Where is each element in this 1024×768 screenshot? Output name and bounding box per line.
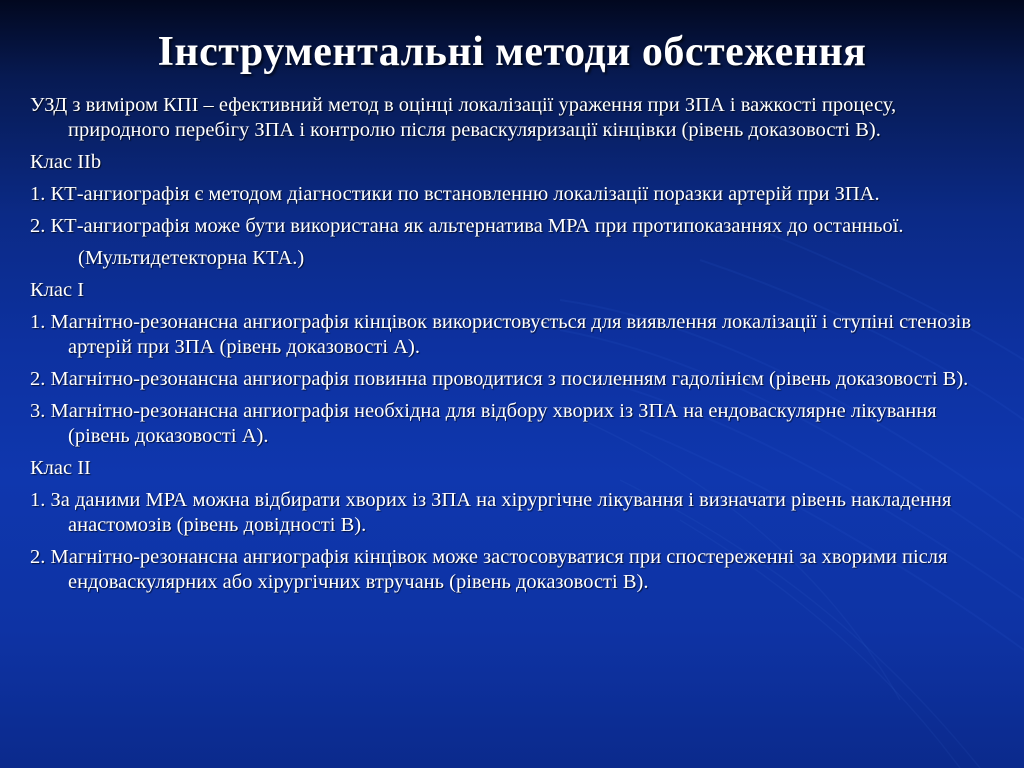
class-i-item-1: 1. Магнітно-резонансна ангиографія кінцівок використовується для виявлення локалізації і ступіні стенозів артерій при ЗПА (рівень доказовості А). (30, 311, 971, 358)
slide-title: Інструментальні методи обстеження (157, 29, 867, 75)
class-i-heading: Клас I (30, 279, 85, 301)
class-iib-item-1: 1. КТ-ангиографія є методом діагностики по встановленню локалізації поразки артерій при ЗПА. (30, 183, 880, 205)
class-ii-item-2: 2. Магнітно-резонансна ангиографія кінцівок може застосовуватися при спостереженні за хворими після ендоваскулярних або хірургічних втручань (рівень доказовості В). (30, 546, 948, 593)
class-ii-item-1: 1. За даними МРА можна відбирати хворих із ЗПА на хірургічне лікування і визначати рівень накладення анастомозів (рівень довідності В). (30, 489, 952, 536)
class-iib-note: (Мультидетекторна КТА.) (78, 247, 305, 269)
class-ii-heading: Клас II (30, 457, 91, 479)
class-iib-heading: Клас IIb (30, 151, 102, 173)
slide-body (30, 93, 1000, 602)
paragraph-uzd: УЗД з виміром КПІ – ефективний метод в оцінці локалізації ураження при ЗПА і важкості процесу, природного перебігу ЗПА і контролю після реваскуляризації кінцівки (рівень доказовості В). (30, 94, 897, 141)
class-i-item-3: 3. Магнітно-резонансна ангиографія необхідна для відбору хворих із ЗПА на ендоваскулярне лікування (рівень доказовості А). (30, 400, 937, 447)
class-i-item-2: 2. Магнітно-резонансна ангиографія повинна проводитися з посиленням гадолінієм (рівень доказовості В). (30, 368, 969, 390)
class-iib-item-2: 2. КТ-ангиографія може бути використана як альтернатива МРА при протипоказаннях до останньої. (30, 215, 904, 237)
